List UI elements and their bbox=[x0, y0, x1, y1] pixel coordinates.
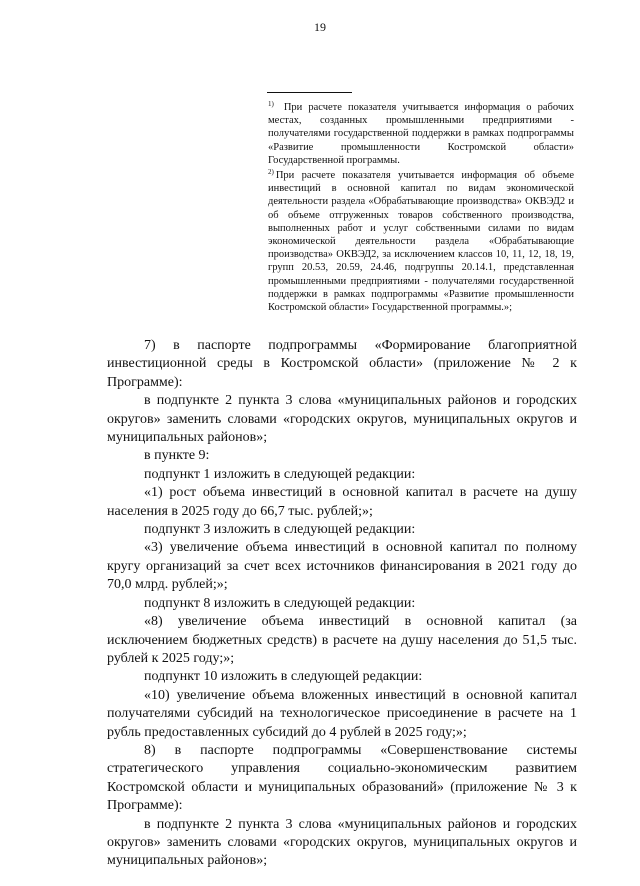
paragraph-subpoint-3-text: «3) увеличение объема инвестиций в основной капитал по полному кругу организаций за счет всех источников финансирования в 2021 году до 70,0 млрд. рублей;»; bbox=[107, 540, 577, 593]
footnote-separator bbox=[267, 92, 352, 93]
paragraph-subpoint-3-intro: подпункт 3 изложить в следующей редакции: bbox=[144, 522, 416, 538]
footnote-2-marker: 2) bbox=[268, 167, 274, 176]
main-text bbox=[107, 337, 577, 871]
paragraph-item-8: 8) в паспорте подпрограммы «Совершенствование системы стратегического управления социально-экономическим развитием Костромской области и муниципальных образований» (приложение № 3 к Программе): bbox=[107, 742, 577, 814]
paragraph-subpoint-10-text: «10) увеличение объема вложенных инвестиций в основной капитал получателями субсидий на технологическое присоединение в расчете на 1 рубль предоставленных субсидий до 4 рублей в 2025 году;»; bbox=[107, 687, 577, 740]
paragraph-item-8-subpoint-2: в подпункте 2 пункта 3 слова «муниципальных районов и городских округов» заменить словами «городских округов, муниципальных округов и муниципальных районов»; bbox=[107, 816, 577, 869]
footnote-2 bbox=[268, 169, 574, 314]
paragraph-subpoint-2: в подпункте 2 пункта 3 слова «муниципальных районов и городских округов» заменить словами «городских округов, муниципальных округов и муниципальных районов»; bbox=[107, 393, 577, 446]
footnote-1-text: При расчете показателя учитывается информация о рабочих местах, созданных промышленными предприятиями - получателями государственной поддержки в рамках подпрограммы «Развитие промышленности Костромской области» Государственной программы. bbox=[268, 102, 574, 166]
paragraph-point-9: в пункте 9: bbox=[144, 448, 210, 464]
paragraph-item-7: 7) в паспорте подпрограммы «Формирование благоприятной инвестиционной среды в Костромской области» (приложение № 2 к Программе): bbox=[107, 338, 577, 390]
footnotes-block bbox=[268, 101, 574, 314]
footnote-1 bbox=[268, 101, 574, 167]
page-number: 19 bbox=[314, 20, 326, 34]
footnote-1-marker: 1) bbox=[268, 99, 274, 108]
paragraph-subpoint-8-intro: подпункт 8 изложить в следующей редакции: bbox=[144, 595, 416, 611]
footnote-2-text: При расчете показателя учитывается информация об объеме инвестиций в основной капитал по видам экономической деятельности раздела «Обрабатывающие производства» ОКВЭД2 и об объеме отгруженных товаров собственного производства, выполненных работ и услуг собственными силами по видам экономической деятельности раздела «Обрабатывающие производства» ОКВЭД2, за исключением классов 10, 11, 12, 18, 19, групп 20.53, 20.59, 24.46, подгруппы 20.14.1, представленная промышленными предприятиями - получателями государственной поддержки в рамках подпрограммы «Развитие промышленности Костромской области» Государственной программы.»; bbox=[268, 170, 574, 314]
paragraph-subpoint-1-text: «1) рост объема инвестиций в основной капитал в расчете на душу населения в 2025 году до 66,7 тыс. рублей;»; bbox=[107, 485, 577, 519]
paragraph-subpoint-10-intro: подпункт 10 изложить в следующей редакции: bbox=[144, 669, 423, 685]
paragraph-subpoint-8-text: «8) увеличение объема инвестиций в основной капитал (за исключением бюджетных средств) в расчете на душу населения до 51,5 тыс. рублей к 2025 году;»; bbox=[107, 614, 577, 666]
paragraph-subpoint-1-intro: подпункт 1 изложить в следующей редакции: bbox=[144, 466, 416, 482]
